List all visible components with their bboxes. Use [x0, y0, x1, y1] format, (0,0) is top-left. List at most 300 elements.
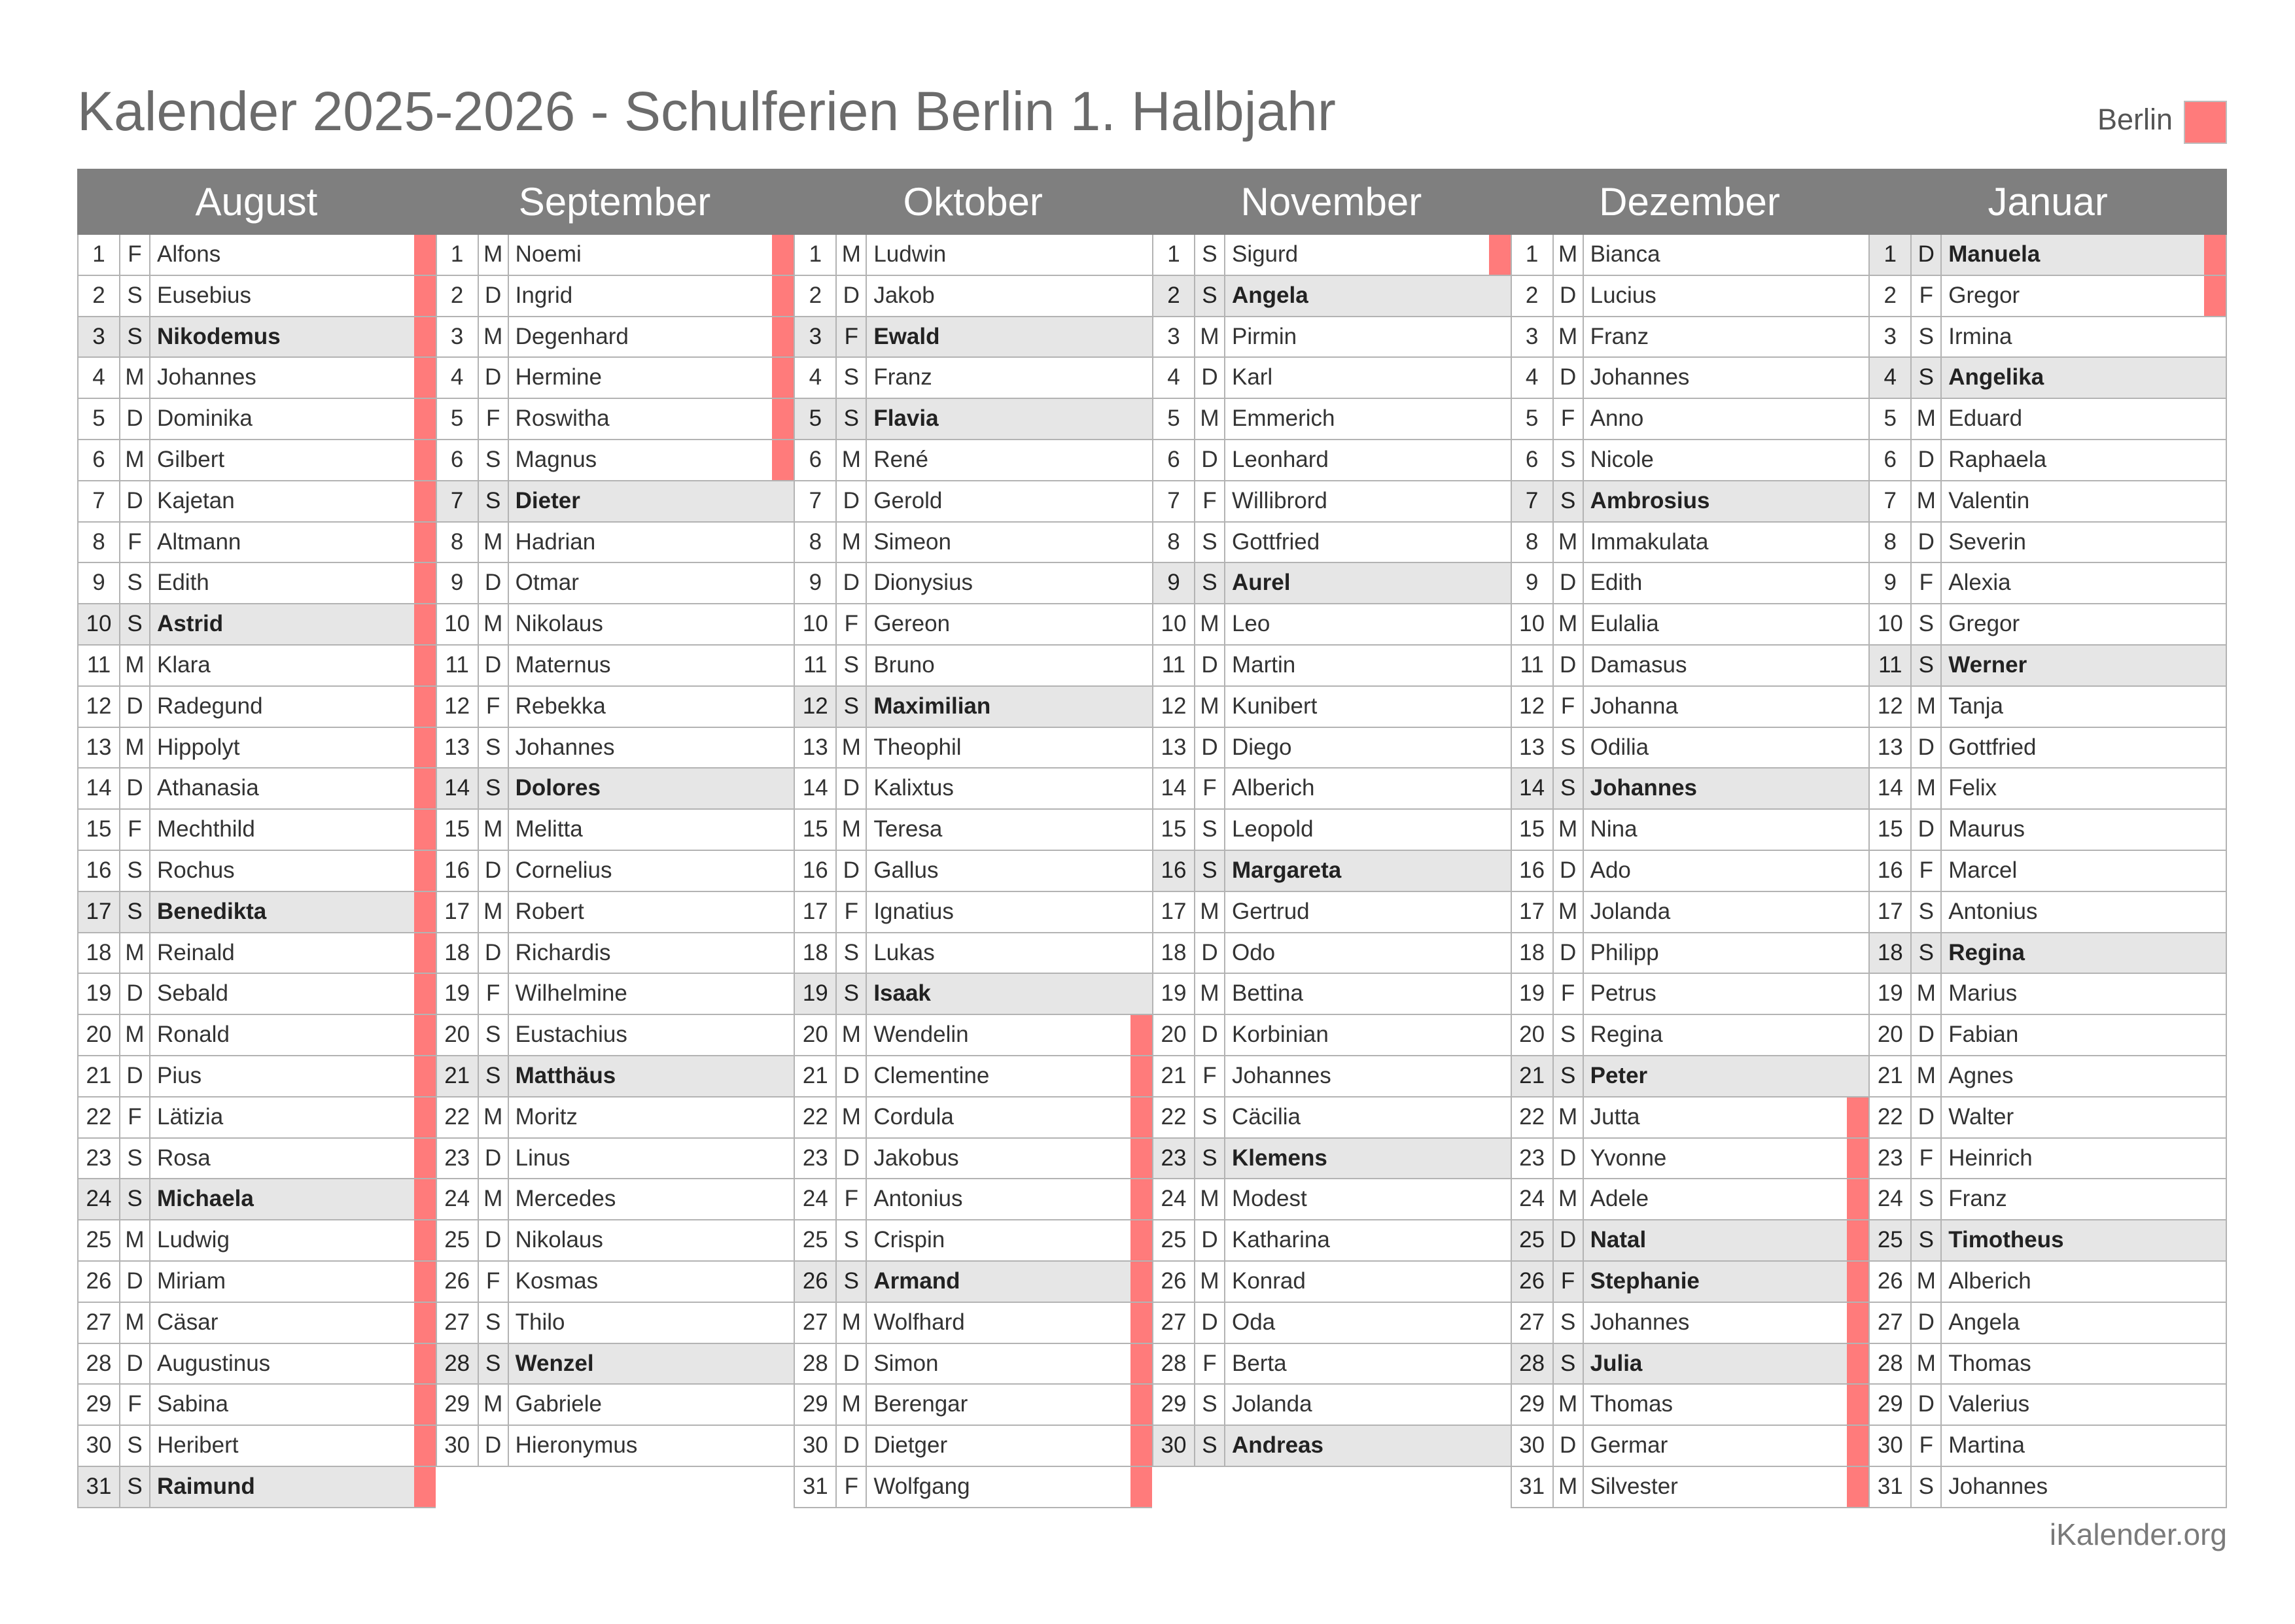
name-day: Johannes — [157, 364, 256, 390]
day-number: 7 — [437, 481, 479, 521]
weekday-letter: M — [837, 440, 867, 480]
day-row — [1152, 358, 1511, 399]
weekday-letter: D — [1912, 1385, 1942, 1425]
name-day: Angelika — [1948, 364, 2044, 390]
holiday-marker-empty — [772, 481, 794, 521]
day-row — [1868, 1467, 2227, 1508]
day-number: 15 — [1512, 810, 1554, 850]
weekday-letter: S — [1195, 276, 1225, 316]
name-day: Johannes — [1590, 775, 1698, 801]
day-number: 6 — [1153, 440, 1195, 480]
weekday-letter: D — [1195, 1015, 1225, 1055]
day-number: 15 — [1870, 810, 1912, 850]
holiday-marker-empty — [772, 1426, 794, 1466]
day-number: 4 — [1153, 358, 1195, 398]
day-number: 10 — [795, 604, 837, 644]
day-number: 29 — [437, 1385, 479, 1425]
day-row — [77, 317, 436, 358]
name-day: Wendelin — [873, 1022, 969, 1048]
day-number: 23 — [437, 1139, 479, 1179]
day-number: 17 — [79, 892, 120, 932]
day-row — [436, 1426, 794, 1467]
month-header-dezember: Dezember — [1599, 180, 1780, 224]
name-day: Raimund — [157, 1473, 255, 1499]
day-row — [436, 1220, 794, 1262]
name-day: Pirmin — [1231, 323, 1297, 349]
weekday-letter: S — [1195, 851, 1225, 891]
name-day: René — [873, 446, 928, 472]
day-number: 9 — [1153, 563, 1195, 603]
name-day: Leonhard — [1231, 446, 1329, 472]
holiday-marker — [772, 358, 794, 398]
day-number: 27 — [1512, 1303, 1554, 1343]
holiday-marker-empty — [1489, 974, 1511, 1014]
holiday-marker — [414, 523, 436, 562]
day-row — [1511, 604, 1869, 646]
weekday-letter: S — [837, 646, 867, 685]
name-day: Wenzel — [515, 1350, 594, 1376]
name-day: Eusebius — [157, 282, 251, 308]
name-day: Linus — [515, 1145, 570, 1171]
holiday-marker-empty — [1489, 769, 1511, 808]
weekday-letter: S — [479, 440, 509, 480]
holiday-marker-empty — [2204, 728, 2226, 768]
weekday-letter: S — [837, 399, 867, 439]
month-header-januar: Januar — [1988, 180, 2108, 224]
day-row — [1152, 1385, 1511, 1426]
day-row — [1152, 1015, 1511, 1056]
weekday-letter: D — [479, 358, 509, 398]
day-number: 7 — [1153, 481, 1195, 521]
month-column-august — [77, 235, 436, 1508]
day-row — [436, 1139, 794, 1180]
holiday-marker-empty — [1130, 604, 1152, 644]
day-number: 4 — [79, 358, 120, 398]
name-day: Maximilian — [873, 693, 991, 719]
holiday-marker-empty — [1847, 769, 1868, 808]
name-day: Benedikta — [157, 898, 267, 924]
day-number: 20 — [1870, 1015, 1912, 1055]
name-day: Dionysius — [873, 570, 973, 596]
day-number: 19 — [437, 974, 479, 1014]
day-row — [794, 1426, 1152, 1467]
name-day: Dietger — [873, 1432, 948, 1459]
day-number: 29 — [1153, 1385, 1195, 1425]
weekday-letter: M — [1554, 317, 1584, 357]
holiday-marker — [1130, 1015, 1152, 1055]
day-number: 27 — [79, 1303, 120, 1343]
holiday-marker-empty — [1130, 523, 1152, 562]
weekday-letter: S — [120, 276, 150, 316]
holiday-marker-empty — [1847, 563, 1868, 603]
day-number: 11 — [1870, 646, 1912, 685]
name-day: Johannes — [515, 734, 615, 760]
weekday-letter: S — [479, 728, 509, 768]
day-row — [436, 1262, 794, 1303]
weekday-letter: D — [837, 851, 867, 891]
holiday-marker-empty — [2204, 810, 2226, 850]
day-number: 28 — [437, 1344, 479, 1384]
weekday-letter: D — [1554, 851, 1584, 891]
name-day: Hippolyt — [157, 734, 240, 760]
day-number: 13 — [1870, 728, 1912, 768]
holiday-marker-empty — [1489, 1220, 1511, 1260]
name-day: Degenhard — [515, 323, 629, 349]
holiday-marker — [1847, 1262, 1868, 1302]
weekday-letter: D — [1912, 440, 1942, 480]
page-title: Kalender 2025-2026 - Schulferien Berlin 1. Halbjahr — [77, 80, 1336, 142]
name-day: Kunibert — [1231, 693, 1318, 719]
holiday-marker — [414, 481, 436, 521]
name-day: Gallus — [873, 857, 939, 883]
weekday-letter: M — [1554, 1385, 1584, 1425]
weekday-letter: M — [120, 358, 150, 398]
name-day: Thilo — [515, 1309, 565, 1335]
day-number: 13 — [795, 728, 837, 768]
holiday-marker — [1130, 1426, 1152, 1466]
day-number: 2 — [79, 276, 120, 316]
weekday-letter: D — [837, 1344, 867, 1384]
day-row — [1152, 728, 1511, 769]
weekday-letter: S — [120, 1467, 150, 1507]
weekday-letter: S — [120, 851, 150, 891]
holiday-marker-empty — [1489, 892, 1511, 932]
holiday-marker — [1847, 1139, 1868, 1179]
weekday-letter: S — [1554, 1303, 1584, 1343]
day-number: 21 — [1512, 1056, 1554, 1096]
holiday-marker — [414, 1467, 436, 1507]
weekday-letter: D — [479, 1220, 509, 1260]
holiday-marker-empty — [1489, 1179, 1511, 1219]
day-number: 12 — [79, 687, 120, 727]
name-day: Isaak — [873, 980, 931, 1007]
day-number: 6 — [1512, 440, 1554, 480]
day-row — [1152, 1344, 1511, 1385]
weekday-letter: M — [837, 1097, 867, 1137]
name-day: Bettina — [1231, 980, 1303, 1007]
day-number: 5 — [1870, 399, 1912, 439]
day-row — [77, 276, 436, 317]
weekday-letter: M — [120, 1015, 150, 1055]
day-number: 1 — [1870, 235, 1912, 275]
day-row — [436, 810, 794, 851]
weekday-letter: S — [1554, 769, 1584, 808]
day-row — [77, 1179, 436, 1220]
day-number: 27 — [1870, 1303, 1912, 1343]
day-row — [794, 1385, 1152, 1426]
day-row — [1152, 974, 1511, 1015]
weekday-letter: F — [1912, 851, 1942, 891]
day-row — [1511, 1097, 1869, 1139]
name-day: Richardis — [515, 939, 611, 965]
name-day: Ingrid — [515, 282, 573, 308]
day-row — [1152, 769, 1511, 810]
day-row — [1868, 810, 2227, 851]
day-number: 22 — [1512, 1097, 1554, 1137]
day-number: 18 — [795, 933, 837, 973]
day-number: 31 — [795, 1467, 837, 1507]
name-day: Gerold — [873, 487, 943, 513]
day-row — [436, 1015, 794, 1056]
holiday-marker — [414, 933, 436, 973]
holiday-marker — [1847, 1220, 1868, 1260]
day-number: 12 — [1870, 687, 1912, 727]
name-day: Johannes — [1948, 1473, 2048, 1499]
weekday-letter: D — [1554, 1220, 1584, 1260]
holiday-marker-empty — [1489, 604, 1511, 644]
day-row — [436, 317, 794, 358]
day-number: 26 — [795, 1262, 837, 1302]
name-day: Jolanda — [1590, 898, 1671, 924]
day-number: 26 — [1870, 1262, 1912, 1302]
name-day: Lukas — [873, 939, 935, 965]
weekday-letter: M — [479, 523, 509, 562]
weekday-letter: D — [837, 481, 867, 521]
name-day: Agnes — [1948, 1062, 2014, 1088]
day-number: 17 — [437, 892, 479, 932]
weekday-letter: M — [1912, 769, 1942, 808]
month-header-oktober: Oktober — [903, 180, 1043, 224]
day-row — [1868, 1097, 2227, 1139]
day-row — [794, 604, 1152, 646]
day-row — [77, 1097, 436, 1139]
day-row — [1511, 687, 1869, 728]
weekday-letter: D — [479, 933, 509, 973]
day-number: 2 — [1512, 276, 1554, 316]
weekday-letter: M — [1912, 974, 1942, 1014]
weekday-letter: D — [1195, 933, 1225, 973]
day-row — [436, 769, 794, 810]
holiday-marker-empty — [772, 1303, 794, 1343]
weekday-letter: S — [1912, 1179, 1942, 1219]
day-row — [436, 358, 794, 399]
holiday-marker-empty — [1847, 440, 1868, 480]
month-column-november — [1152, 235, 1511, 1508]
day-number: 14 — [1153, 769, 1195, 808]
day-row — [794, 974, 1152, 1015]
holiday-marker-empty — [772, 646, 794, 685]
day-row — [1511, 523, 1869, 564]
day-number: 27 — [795, 1303, 837, 1343]
name-day: Leo — [1231, 611, 1270, 637]
name-day: Leopold — [1231, 816, 1314, 842]
day-row — [436, 1056, 794, 1097]
weekday-letter: M — [479, 1179, 509, 1219]
day-number: 22 — [437, 1097, 479, 1137]
day-row — [77, 358, 436, 399]
name-day: Sigurd — [1231, 241, 1299, 267]
name-day: Nikodemus — [157, 323, 281, 349]
day-number: 17 — [1153, 892, 1195, 932]
name-day: Antonius — [1948, 898, 2038, 924]
holiday-marker-empty — [2204, 358, 2226, 398]
day-number: 21 — [1153, 1056, 1195, 1096]
holiday-marker — [414, 1426, 436, 1466]
weekday-letter: S — [1554, 1056, 1584, 1096]
weekday-letter: S — [837, 1220, 867, 1260]
day-number: 8 — [79, 523, 120, 562]
name-day: Dominika — [157, 406, 253, 432]
day-number: 1 — [437, 235, 479, 275]
weekday-letter: D — [120, 481, 150, 521]
day-row — [436, 523, 794, 564]
name-day: Dolores — [515, 775, 601, 801]
holiday-marker — [414, 1015, 436, 1055]
holiday-marker — [1130, 1139, 1152, 1179]
name-day: Modest — [1231, 1186, 1307, 1212]
name-day: Gilbert — [157, 446, 225, 472]
day-row — [77, 1467, 436, 1508]
weekday-letter: F — [1554, 687, 1584, 727]
holiday-marker — [1847, 1179, 1868, 1219]
day-number: 30 — [79, 1426, 120, 1466]
day-number: 9 — [79, 563, 120, 603]
weekday-letter: S — [837, 933, 867, 973]
day-row — [1868, 399, 2227, 440]
name-day: Augustinus — [157, 1350, 271, 1376]
holiday-marker — [414, 276, 436, 316]
day-number: 19 — [79, 974, 120, 1014]
day-row — [1511, 810, 1869, 851]
day-row — [77, 481, 436, 523]
name-day: Simeon — [873, 528, 951, 555]
name-day: Tanja — [1948, 693, 2003, 719]
day-row — [1511, 1179, 1869, 1220]
name-day: Thomas — [1590, 1391, 1673, 1417]
name-day: Valentin — [1948, 487, 2030, 513]
day-number: 23 — [79, 1139, 120, 1179]
day-row — [77, 851, 436, 892]
weekday-letter: D — [1554, 563, 1584, 603]
holiday-marker-empty — [1489, 1262, 1511, 1302]
day-number: 22 — [1870, 1097, 1912, 1137]
name-day: Wilhelmine — [515, 980, 627, 1007]
day-row — [77, 892, 436, 933]
holiday-marker-empty — [1847, 687, 1868, 727]
day-row — [1152, 810, 1511, 851]
weekday-letter: S — [1554, 440, 1584, 480]
holiday-marker-empty — [772, 810, 794, 850]
holiday-marker-empty — [772, 769, 794, 808]
weekday-letter: D — [120, 769, 150, 808]
name-day: Kajetan — [157, 487, 235, 513]
holiday-marker-empty — [1847, 810, 1868, 850]
day-row — [436, 604, 794, 646]
day-number: 26 — [79, 1262, 120, 1302]
day-number: 28 — [1153, 1344, 1195, 1384]
weekday-letter: M — [837, 810, 867, 850]
holiday-marker-empty — [1847, 851, 1868, 891]
name-day: Ludwin — [873, 241, 947, 267]
day-row — [1511, 1303, 1869, 1344]
day-number: 12 — [1153, 687, 1195, 727]
holiday-marker-empty — [1130, 810, 1152, 850]
weekday-letter: M — [479, 317, 509, 357]
weekday-letter: M — [837, 235, 867, 275]
name-day: Felix — [1948, 775, 1997, 801]
weekday-letter: F — [1912, 1139, 1942, 1179]
day-row — [1868, 646, 2227, 687]
holiday-marker — [1130, 1220, 1152, 1260]
weekday-letter: S — [837, 1262, 867, 1302]
name-day: Gereon — [873, 611, 951, 637]
name-day: Werner — [1948, 651, 2027, 678]
name-day: Nicole — [1590, 446, 1654, 472]
weekday-letter: M — [1554, 892, 1584, 932]
weekday-letter: D — [120, 687, 150, 727]
name-day: Berta — [1231, 1350, 1287, 1376]
name-day: Ewald — [873, 323, 940, 349]
day-row — [1868, 892, 2227, 933]
day-row — [77, 399, 436, 440]
name-day: Bianca — [1590, 241, 1660, 267]
weekday-letter: S — [1195, 235, 1225, 275]
weekday-letter: D — [1912, 728, 1942, 768]
name-day: Karl — [1231, 364, 1273, 390]
holiday-marker-empty — [1130, 646, 1152, 685]
weekday-letter: F — [837, 604, 867, 644]
day-row — [436, 974, 794, 1015]
holiday-marker — [414, 1139, 436, 1179]
day-row — [1511, 1426, 1869, 1467]
holiday-marker — [414, 1179, 436, 1219]
weekday-letter: S — [1912, 317, 1942, 357]
day-row — [1868, 933, 2227, 975]
holiday-marker — [414, 358, 436, 398]
holiday-marker-empty — [1847, 523, 1868, 562]
day-number: 29 — [1870, 1385, 1912, 1425]
day-number: 10 — [1512, 604, 1554, 644]
day-row — [794, 440, 1152, 481]
day-number: 30 — [1153, 1426, 1195, 1466]
holiday-marker — [414, 317, 436, 357]
holiday-marker-empty — [772, 1056, 794, 1096]
name-day: Peter — [1590, 1062, 1648, 1088]
holiday-marker-empty — [1847, 892, 1868, 932]
holiday-marker-empty — [1847, 317, 1868, 357]
name-day: Germar — [1590, 1432, 1668, 1459]
day-row — [1152, 933, 1511, 975]
day-row — [794, 1220, 1152, 1262]
weekday-letter: D — [479, 851, 509, 891]
weekday-letter: S — [837, 687, 867, 727]
weekday-letter: M — [479, 604, 509, 644]
weekday-letter: D — [837, 1056, 867, 1096]
day-row — [1511, 440, 1869, 481]
day-number: 7 — [79, 481, 120, 521]
weekday-letter: F — [1195, 769, 1225, 808]
day-row — [1152, 399, 1511, 440]
day-row — [1511, 1139, 1869, 1180]
month-header-bar — [77, 169, 2227, 235]
name-day: Dieter — [515, 487, 580, 513]
day-number: 13 — [437, 728, 479, 768]
holiday-marker-empty — [1847, 728, 1868, 768]
day-row — [1511, 646, 1869, 687]
day-number: 25 — [437, 1220, 479, 1260]
day-row — [1511, 1385, 1869, 1426]
legend-swatch — [2184, 101, 2227, 144]
holiday-marker-empty — [1130, 933, 1152, 973]
day-row — [1868, 687, 2227, 728]
day-number: 4 — [1512, 358, 1554, 398]
holiday-marker-empty — [2204, 481, 2226, 521]
weekday-letter: S — [120, 1179, 150, 1219]
holiday-marker-empty — [2204, 1220, 2226, 1260]
name-day: Severin — [1948, 528, 2026, 555]
name-day: Edith — [1590, 570, 1643, 596]
holiday-marker-empty — [772, 1015, 794, 1055]
